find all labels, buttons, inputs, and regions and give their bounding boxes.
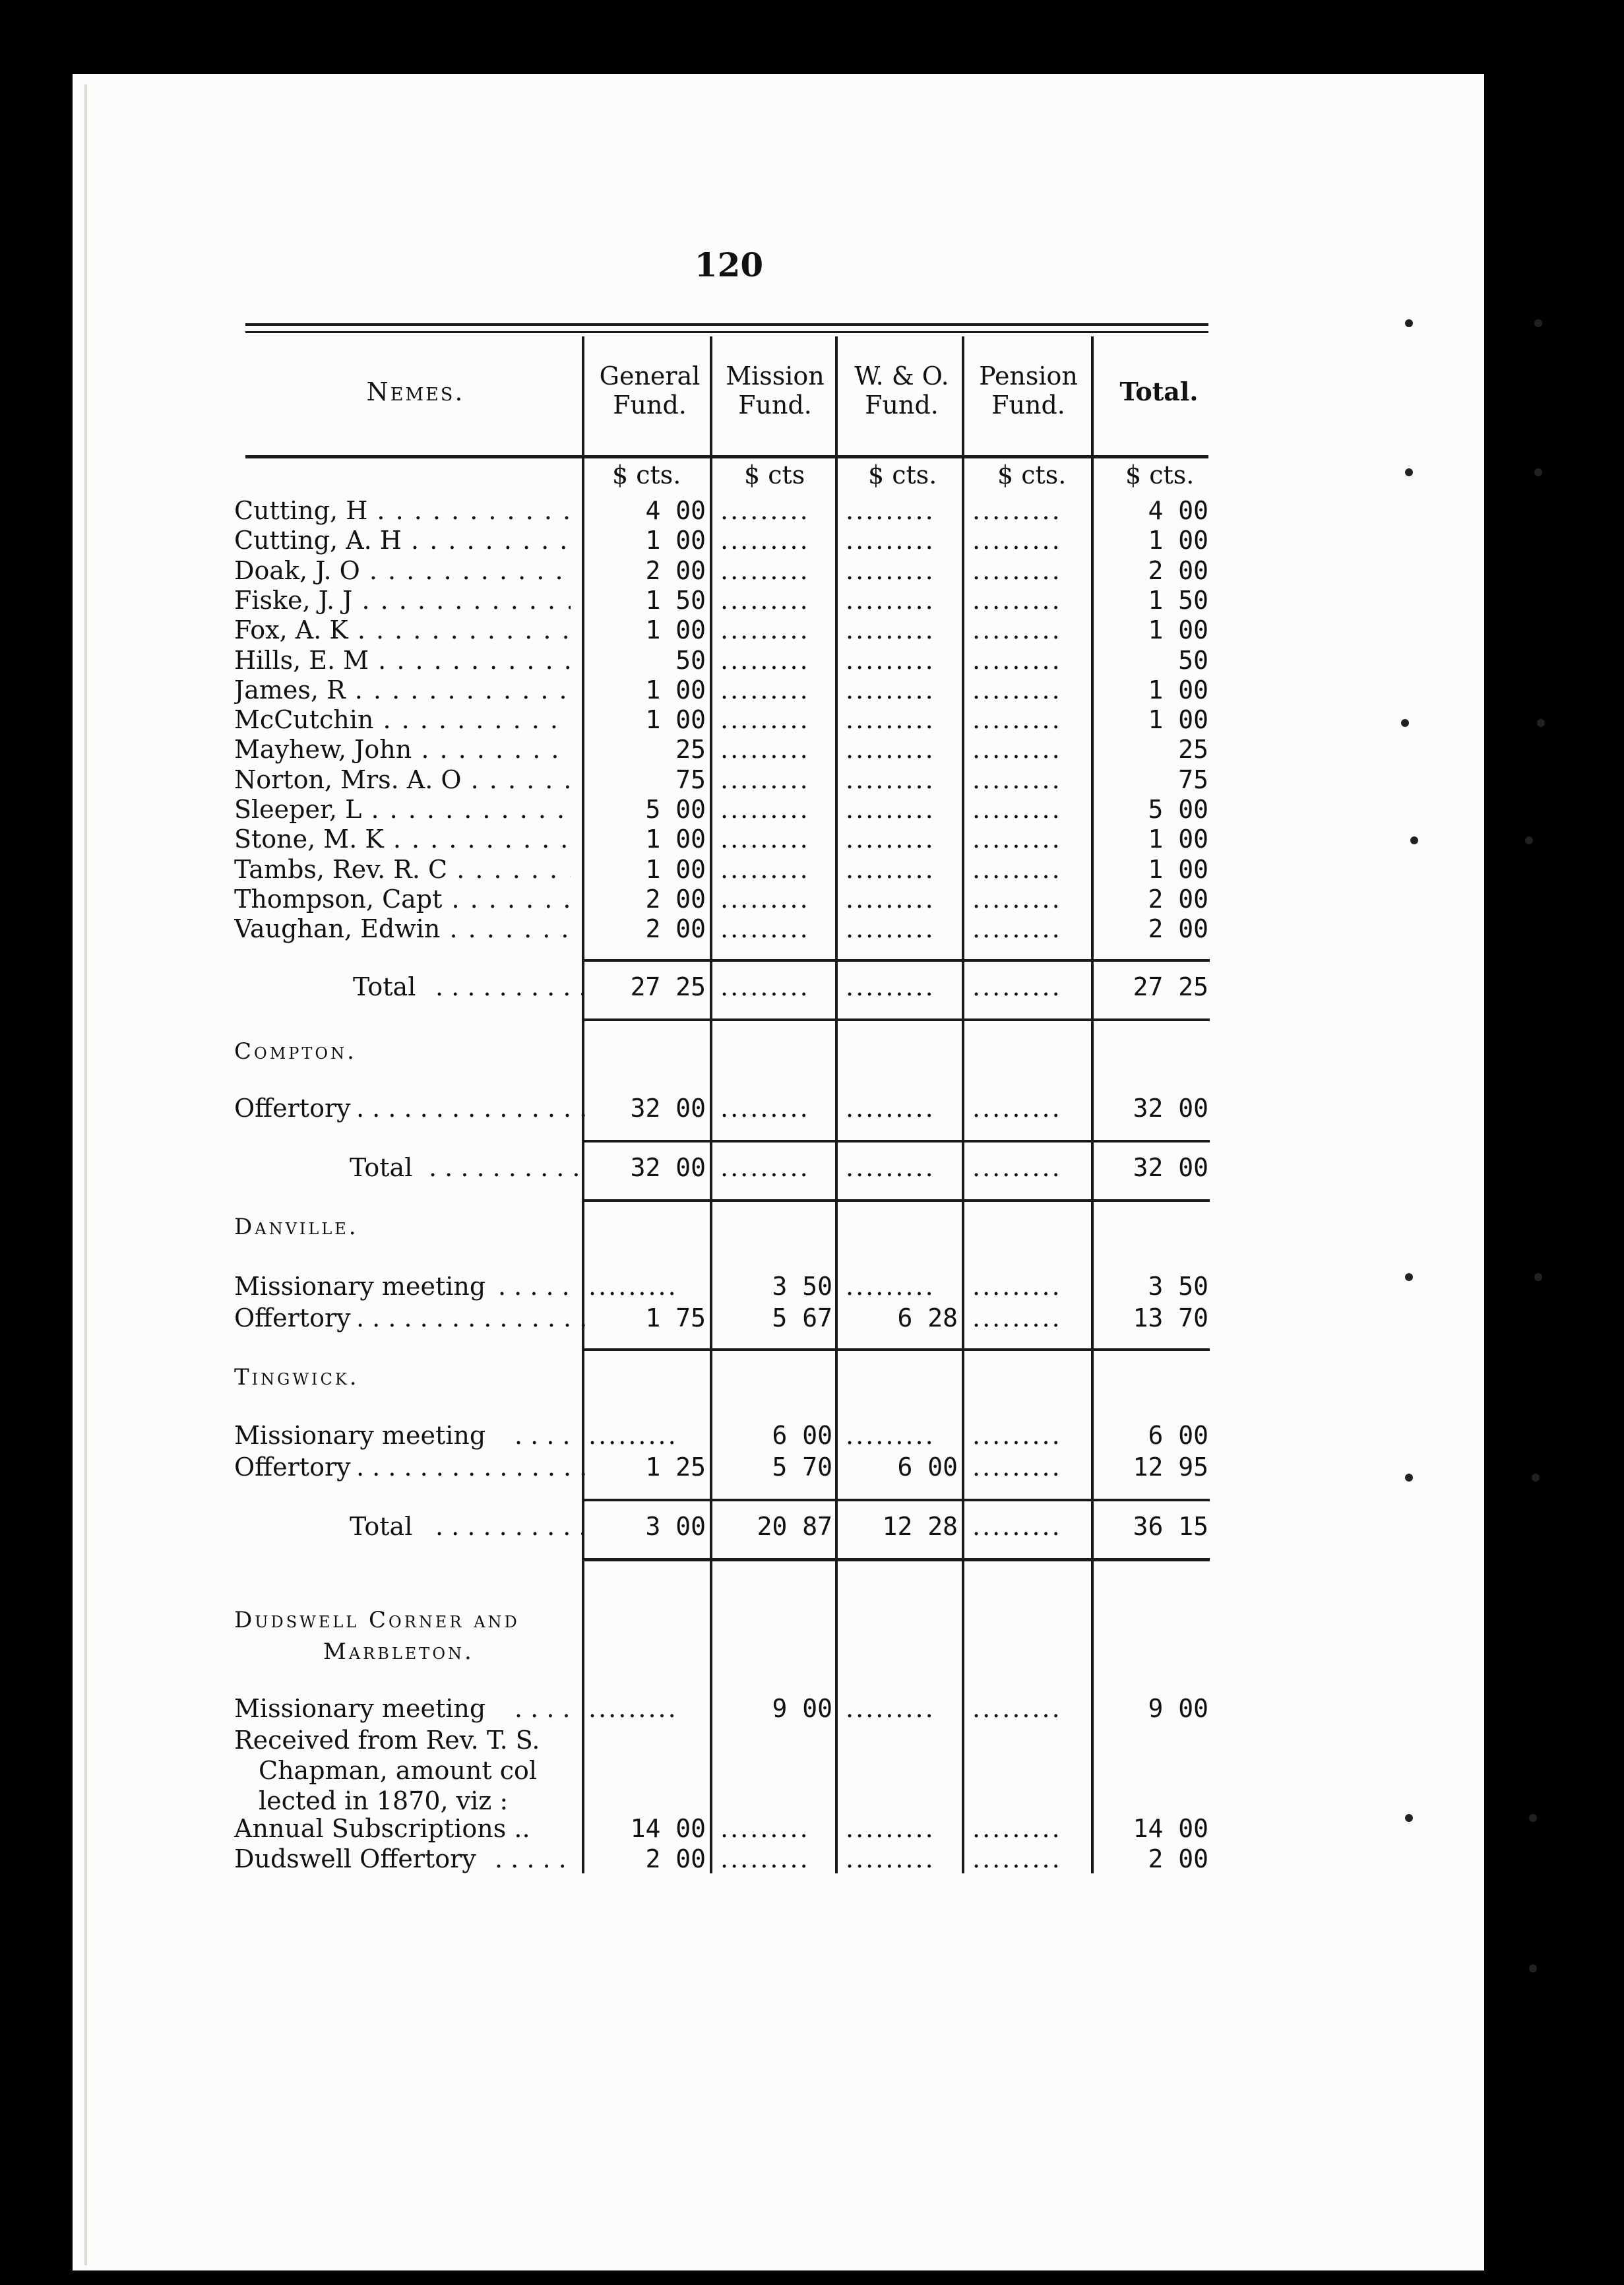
dots-pension: ......... — [972, 795, 1062, 824]
dots-pension: ......... — [972, 735, 1062, 764]
table-row — [0, 914, 1624, 945]
dots-mission: ......... — [720, 615, 810, 644]
dots-wo: ......... — [846, 885, 935, 914]
dudswell-missionary-mission: 9 00 — [772, 1694, 832, 1723]
rule-total-1-top — [583, 959, 1210, 962]
danville-missionary-row — [0, 1272, 1624, 1302]
dots-wo: ......... — [846, 914, 935, 943]
dots-pension: ......... — [972, 1421, 1062, 1450]
compton-total-row — [0, 1153, 1624, 1183]
dudswell-received-3: lected in 1870, viz : — [259, 1786, 509, 1815]
dots-pension: ......... — [972, 972, 1062, 1001]
danville-offertory-label: Offertory — [234, 1303, 351, 1332]
dots-wo: ......... — [846, 1153, 935, 1182]
row-name: Tambs, Rev. R. C . . . — [234, 855, 571, 884]
dots-wo: ......... — [846, 1094, 935, 1123]
page-number: 120 — [694, 245, 764, 284]
table-row — [0, 675, 1624, 706]
dudswell-offertory-dots: . . . . . — [495, 1844, 567, 1873]
dots-pension: ......... — [972, 615, 1062, 644]
compton-offertory-dots: . . . . . . . . . . . . . . . — [356, 1094, 588, 1123]
table-row — [0, 765, 1624, 796]
dots-pension: ......... — [972, 855, 1062, 884]
table-row — [0, 825, 1624, 855]
dots-mission: ......... — [720, 586, 810, 615]
dots-pension: ......... — [972, 1844, 1062, 1873]
row-general: 1 00 — [645, 855, 706, 884]
row-name: Doak, J. O . . . — [234, 556, 571, 585]
tingwick-total-dots: . . . . . . . . . . — [435, 1512, 587, 1541]
tingwick-total-general: 3 00 — [645, 1512, 706, 1541]
tingwick-total-label: Total — [350, 1512, 413, 1541]
dots-mission: ......... — [720, 646, 810, 675]
margin-speck — [1410, 836, 1418, 844]
tingwick-total-total: 36 15 — [1133, 1512, 1208, 1541]
dots-wo: ......... — [846, 586, 935, 615]
tingwick-total-row — [0, 1512, 1624, 1542]
header-mission-1: Mission — [726, 361, 825, 391]
row-total: 2 00 — [1148, 914, 1208, 943]
dots-mission: ......... — [720, 914, 810, 943]
dots-wo: ......... — [846, 1694, 935, 1723]
units-total: $ cts. — [1125, 460, 1195, 489]
margin-speck — [1525, 836, 1533, 844]
compton-total-total: 32 00 — [1133, 1153, 1208, 1182]
row-general: 1 00 — [645, 526, 706, 555]
header-rule — [245, 455, 1208, 458]
margin-speck — [1529, 1814, 1537, 1822]
table-row — [0, 705, 1624, 736]
total-dots-1: . . . . . . . . . . — [435, 972, 587, 1001]
danville-missionary-total: 3 50 — [1148, 1272, 1208, 1301]
dots-pension: ......... — [972, 586, 1062, 615]
margin-speck — [1537, 719, 1545, 727]
dots-pension: ......... — [972, 526, 1062, 555]
header-wo — [839, 361, 964, 420]
dudswell-received-1: Received from Rev. T. S. — [234, 1726, 540, 1755]
dots-wo: ......... — [846, 1421, 935, 1450]
dudswell-offertory-total: 2 00 — [1148, 1844, 1208, 1873]
dots-mission: ......... — [720, 526, 810, 555]
header-mission-2: Fund. — [738, 391, 812, 420]
row-name: Stone, M. K . . . — [234, 825, 571, 854]
margin-speck — [1534, 319, 1542, 327]
tingwick-missionary-label: Missionary meeting — [234, 1421, 486, 1450]
row-total: 1 00 — [1148, 705, 1208, 734]
compton-offertory-total: 32 00 — [1133, 1094, 1208, 1123]
dots-pension: ......... — [972, 1272, 1062, 1301]
compton-total-general: 32 00 — [630, 1153, 706, 1182]
section-dudswell-2: Marbleton. — [323, 1639, 474, 1665]
total-label-1: Total — [353, 972, 416, 1001]
rule-compton-bottom — [583, 1199, 1210, 1202]
dudswell-annual-general: 14 00 — [630, 1814, 706, 1843]
tingwick-total-mission: 20 87 — [757, 1512, 832, 1541]
dots-mission: ......... — [720, 765, 810, 794]
rule-tingwick-top — [583, 1499, 1210, 1501]
dots-wo: ......... — [846, 556, 935, 585]
dots-mission: ......... — [720, 1094, 810, 1123]
row-name: Fiske, J. J . . . — [234, 586, 571, 615]
dots-mission: ......... — [720, 496, 810, 525]
margin-speck — [1405, 319, 1413, 327]
dots-pension: ......... — [972, 1303, 1062, 1332]
dots-mission: ......... — [720, 675, 810, 704]
table-row — [0, 586, 1624, 616]
danville-offertory-general: 1 75 — [645, 1303, 706, 1332]
table-row — [0, 795, 1624, 825]
compton-offertory-row — [0, 1094, 1624, 1124]
margin-speck — [1534, 468, 1542, 476]
table-row — [0, 556, 1624, 586]
row-name: James, R . . . — [234, 675, 571, 704]
tingwick-missionary-row — [0, 1421, 1624, 1451]
dots-wo: ......... — [846, 526, 935, 555]
row-name: Norton, Mrs. A. O . . . — [234, 765, 571, 794]
row-total: 1 00 — [1148, 615, 1208, 644]
table-row — [0, 615, 1624, 646]
row-total: 5 00 — [1148, 795, 1208, 824]
row-total: 1 00 — [1148, 675, 1208, 704]
row-general: 1 00 — [645, 675, 706, 704]
dots-pension: ......... — [972, 556, 1062, 585]
dots-mission: ......... — [720, 556, 810, 585]
dots-mission: ......... — [720, 705, 810, 734]
dots-mission: ......... — [720, 1814, 810, 1843]
row-name: Cutting, A. H . . . — [234, 526, 571, 555]
dots-pension: ......... — [972, 675, 1062, 704]
dots-wo: ......... — [846, 735, 935, 764]
table-row — [0, 735, 1624, 765]
row-name: Fox, A. K . . . — [234, 615, 571, 644]
margin-speck — [1532, 1474, 1540, 1482]
danville-missionary-dots: . . . . . — [498, 1272, 570, 1301]
table-row — [0, 855, 1624, 885]
compton-total-label: Total — [350, 1153, 413, 1182]
row-total: 1 50 — [1148, 586, 1208, 615]
header-wo-1: W. & O. — [854, 361, 949, 391]
header-pension-1: Pension — [979, 361, 1078, 391]
section-tingwick: Tingwick. — [234, 1364, 359, 1391]
row-total: 1 00 — [1148, 855, 1208, 884]
dots-pension: ......... — [972, 825, 1062, 854]
dots-mission: ......... — [720, 735, 810, 764]
row-total: 1 00 — [1148, 825, 1208, 854]
rule-tingwick-bottom — [583, 1558, 1210, 1561]
dots-wo: ......... — [846, 1814, 935, 1843]
row-total: 4 00 — [1148, 496, 1208, 525]
dots-pension: ......... — [972, 914, 1062, 943]
dots-mission: ......... — [720, 1844, 810, 1873]
row-general: 4 00 — [645, 496, 706, 525]
dots-mission: ......... — [720, 825, 810, 854]
danville-offertory-dots: . . . . . . . . . . . . . . . — [356, 1303, 588, 1332]
dudswell-annual-total: 14 00 — [1133, 1814, 1208, 1843]
dots-pension: ......... — [972, 1453, 1062, 1482]
row-name: Mayhew, John . . . — [234, 735, 571, 764]
header-general-2: Fund. — [613, 391, 687, 420]
section-compton: Compton. — [234, 1038, 357, 1065]
tingwick-offertory-mission: 5 70 — [772, 1453, 832, 1482]
margin-speck — [1405, 1273, 1413, 1281]
danville-offertory-row — [0, 1303, 1624, 1334]
section-danville: Danville. — [234, 1214, 359, 1240]
danville-missionary-label: Missionary meeting — [234, 1272, 486, 1301]
dudswell-missionary-total: 9 00 — [1148, 1694, 1208, 1723]
units-mission: $ cts — [744, 460, 805, 489]
margin-speck — [1405, 468, 1413, 476]
row-total: 1 00 — [1148, 526, 1208, 555]
total-row-1 — [0, 972, 1624, 1003]
dudswell-offertory-row — [0, 1844, 1624, 1875]
tingwick-offertory-label: Offertory — [234, 1453, 351, 1482]
danville-missionary-mission: 3 50 — [772, 1272, 832, 1301]
dots-pension: ......... — [972, 1153, 1062, 1182]
header-pension — [966, 361, 1091, 420]
dudswell-received-2: Chapman, amount col — [259, 1756, 538, 1785]
row-total: 75 — [1178, 765, 1208, 794]
dudswell-offertory-label: Dudswell Offertory — [234, 1844, 476, 1873]
dots-general: ......... — [588, 1421, 678, 1450]
tingwick-missionary-mission: 6 00 — [772, 1421, 832, 1450]
dots-pension: ......... — [972, 1814, 1062, 1843]
dudswell-missionary-dots: . . . . — [515, 1694, 571, 1723]
dots-mission: ......... — [720, 885, 810, 914]
dots-general: ......... — [588, 1694, 678, 1723]
units-general: $ cts. — [612, 460, 681, 489]
dots-wo: ......... — [846, 675, 935, 704]
dots-general: ......... — [588, 1272, 678, 1301]
danville-offertory-mission: 5 67 — [772, 1303, 832, 1332]
dots-wo: ......... — [846, 972, 935, 1001]
row-general: 1 00 — [645, 705, 706, 734]
dots-wo: ......... — [846, 825, 935, 854]
top-rule — [245, 323, 1208, 326]
header-total: Total. — [1119, 377, 1199, 406]
dots-pension: ......... — [972, 765, 1062, 794]
row-total: 25 — [1178, 735, 1208, 764]
tingwick-missionary-dots: . . . . — [515, 1421, 571, 1450]
header-general-1: General — [599, 361, 701, 391]
dots-pension: ......... — [972, 1094, 1062, 1123]
row-total: 2 00 — [1148, 885, 1208, 914]
row-general: 1 50 — [645, 586, 706, 615]
top-rule-2 — [245, 331, 1208, 333]
dots-pension: ......... — [972, 885, 1062, 914]
table-row — [0, 526, 1624, 556]
tingwick-total-wo: 12 28 — [882, 1512, 958, 1541]
dots-wo: ......... — [846, 855, 935, 884]
dots-wo: ......... — [846, 496, 935, 525]
table-row — [0, 885, 1624, 915]
header-mission — [714, 361, 836, 420]
row-total: 2 00 — [1148, 556, 1208, 585]
row-name: Vaughan, Edwin . . . — [234, 914, 571, 943]
compton-offertory-general: 32 00 — [630, 1094, 706, 1123]
header-wo-2: Fund. — [865, 391, 939, 420]
header-names: Nemes. — [366, 377, 465, 406]
tingwick-offertory-row — [0, 1453, 1624, 1483]
table-row — [0, 496, 1624, 526]
rule-compton-top — [583, 1140, 1210, 1142]
row-name: Sleeper, L . . . — [234, 795, 571, 824]
row-name: Cutting, H . . . — [234, 496, 571, 525]
dots-wo: ......... — [846, 615, 935, 644]
dots-pension: ......... — [972, 1694, 1062, 1723]
dudswell-annual-label: Annual Subscriptions .. — [234, 1814, 530, 1843]
rule-total-1-bottom — [583, 1018, 1210, 1021]
margin-speck — [1405, 1814, 1413, 1822]
row-total: 50 — [1178, 646, 1208, 675]
dudswell-missionary-row — [0, 1694, 1624, 1724]
dots-wo: ......... — [846, 795, 935, 824]
danville-offertory-total: 13 70 — [1133, 1303, 1208, 1332]
margin-speck — [1405, 1474, 1413, 1482]
units-wo: $ cts. — [868, 460, 937, 489]
row-general: 1 00 — [645, 825, 706, 854]
table-row — [0, 646, 1624, 676]
total-total-1: 27 25 — [1133, 972, 1208, 1001]
dots-pension: ......... — [972, 705, 1062, 734]
tingwick-offertory-wo: 6 00 — [897, 1453, 958, 1482]
row-general: 50 — [675, 646, 706, 675]
dudswell-annual-row — [0, 1814, 1624, 1844]
dots-mission: ......... — [720, 795, 810, 824]
units-pension: $ cts. — [997, 460, 1067, 489]
tingwick-offertory-dots: . . . . . . . . . . . . . . . — [356, 1453, 588, 1482]
dots-mission: ......... — [720, 1153, 810, 1182]
dots-wo: ......... — [846, 646, 935, 675]
row-general: 2 00 — [645, 556, 706, 585]
dots-pension: ......... — [972, 1512, 1062, 1541]
row-general: 5 00 — [645, 795, 706, 824]
rule-danville-bottom — [583, 1348, 1210, 1351]
row-general: 1 00 — [645, 615, 706, 644]
section-dudswell-1: Dudswell Corner and — [234, 1607, 520, 1633]
dots-mission: ......... — [720, 855, 810, 884]
danville-offertory-wo: 6 28 — [897, 1303, 958, 1332]
margin-speck — [1534, 1273, 1542, 1281]
dots-wo: ......... — [846, 705, 935, 734]
row-general: 25 — [675, 735, 706, 764]
dots-pension: ......... — [972, 646, 1062, 675]
dots-wo: ......... — [846, 1272, 935, 1301]
tingwick-offertory-general: 1 25 — [645, 1453, 706, 1482]
row-name: Thompson, Capt . . . — [234, 885, 571, 914]
total-general-1: 27 25 — [630, 972, 706, 1001]
compton-offertory-label: Offertory — [234, 1094, 351, 1123]
header-general — [587, 361, 712, 420]
row-general: 2 00 — [645, 885, 706, 914]
margin-speck — [1401, 719, 1409, 727]
tingwick-offertory-total: 12 95 — [1133, 1453, 1208, 1482]
dudswell-offertory-general: 2 00 — [645, 1844, 706, 1873]
margin-speck — [1529, 1964, 1537, 1972]
dots-wo: ......... — [846, 765, 935, 794]
dudswell-missionary-label: Missionary meeting — [234, 1694, 486, 1723]
row-general: 2 00 — [645, 914, 706, 943]
row-name: Hills, E. M . . . — [234, 646, 571, 675]
dots-mission: ......... — [720, 972, 810, 1001]
compton-total-dots: . . . . . . . . . . — [429, 1153, 580, 1182]
row-general: 75 — [675, 765, 706, 794]
header-pension-2: Fund. — [991, 391, 1065, 420]
row-name: McCutchin . . . — [234, 705, 571, 734]
dots-pension: ......... — [972, 496, 1062, 525]
dots-wo: ......... — [846, 1844, 935, 1873]
tingwick-missionary-total: 6 00 — [1148, 1421, 1208, 1450]
